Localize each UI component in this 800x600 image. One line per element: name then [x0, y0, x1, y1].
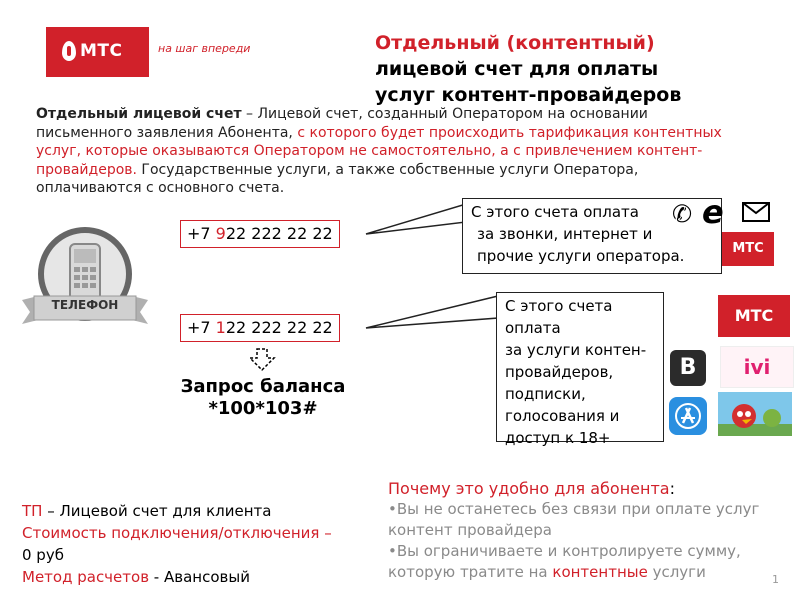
why-title-text: Почему это удобно для абонента [388, 479, 670, 498]
why-bullet-2 [388, 541, 788, 583]
balance-code: *100*103# [208, 398, 318, 419]
why-title-colon: : [669, 479, 675, 498]
method-value: - Авансовый [149, 568, 250, 586]
number-content-rest: 22 222 22 22 [225, 318, 333, 337]
why-convenient [388, 478, 788, 583]
balance-request [168, 376, 358, 420]
arrow-down-icon [248, 348, 276, 372]
phone-handset-icon: ✆ [672, 200, 693, 228]
title-line-3: услуг контент-провайдеров [375, 84, 682, 106]
definition-term: Отдельный лицевой счет [36, 106, 242, 122]
callout-main-line-1: С этого счета оплата [471, 203, 639, 221]
ivi-icon: ivi [720, 346, 794, 388]
number-main-highlight: 9 [215, 224, 226, 243]
app-store-icon [668, 396, 708, 436]
definition-part-2: с которого будет происходить тарификация контентных услуг, которые оказываются Оператором не самостоятельно, а с привлечением контент-провайдеров. [36, 124, 722, 178]
tp-text: – Лицевой счет для клиента [42, 502, 272, 520]
number-content-prefix: +7 [187, 318, 216, 337]
logo-slogan: на шаг впереди [158, 42, 251, 55]
mts-tile-icon: МТС [722, 232, 774, 266]
number-main-prefix: +7 [187, 224, 216, 243]
callout-content-line-2: за услуги контен- [505, 341, 647, 359]
method-row [22, 566, 332, 588]
why-bullet-2-c: услуги [647, 563, 706, 581]
angry-birds-icon [718, 392, 792, 436]
cost-value: 0 руб [22, 546, 64, 564]
tariff-info [22, 500, 332, 588]
callout-content-line-3: провайдеров, [505, 363, 614, 381]
logo-brand: МТС [80, 41, 123, 61]
page-number: 1 [772, 573, 779, 586]
mail-icon [742, 202, 770, 222]
why-bullet-1: •Вы не останетесь без связи при оплате услуг контент провайдера [388, 500, 760, 539]
tp-row [22, 500, 332, 522]
title-line-1: Отдельный (контентный) [375, 32, 655, 54]
callout-main-line-2: за звонки, интернет и [477, 225, 653, 243]
balance-label: Запрос баланса [180, 376, 346, 397]
internet-explorer-icon: e [702, 193, 724, 231]
tp-label: ТП [22, 502, 43, 520]
number-content-highlight: 1 [215, 318, 226, 337]
callout-content-line-1: С этого счета оплата [505, 297, 613, 337]
mts-tile-large-icon: МТС [718, 295, 790, 337]
definition-part-3: Государственные услуги, а также собственные услуги Оператора, оплачиваются с основного счета. [36, 161, 639, 196]
number-main-rest: 22 222 22 22 [225, 224, 333, 243]
callout-main-line-3: прочие услуги оператора. [477, 247, 685, 265]
callout-content-line-4: подписки, [505, 385, 586, 403]
callout-content-account [496, 292, 664, 447]
why-bullet-2-a: •Вы ограничиваете и контролируете сумму, которую тратите на [388, 542, 741, 581]
vk-icon: В [670, 350, 706, 386]
why-title [388, 478, 788, 499]
callout-content-line-6: доступ к 18+ [505, 429, 611, 447]
phone-label: ТЕЛЕФОН [51, 298, 119, 312]
definition-part-1: – Лицевой счет, созданный Оператором на основании письменного заявления Абонента, [36, 106, 648, 141]
callout-content-line-5: голосования и [505, 407, 620, 425]
method-label: Метод расчетов [22, 568, 150, 586]
why-bullet-2-b: контентные [552, 563, 648, 581]
title-line-2: лицевой счет для оплаты [375, 58, 659, 80]
cost-label: Стоимость подключения/отключения – [22, 524, 332, 542]
